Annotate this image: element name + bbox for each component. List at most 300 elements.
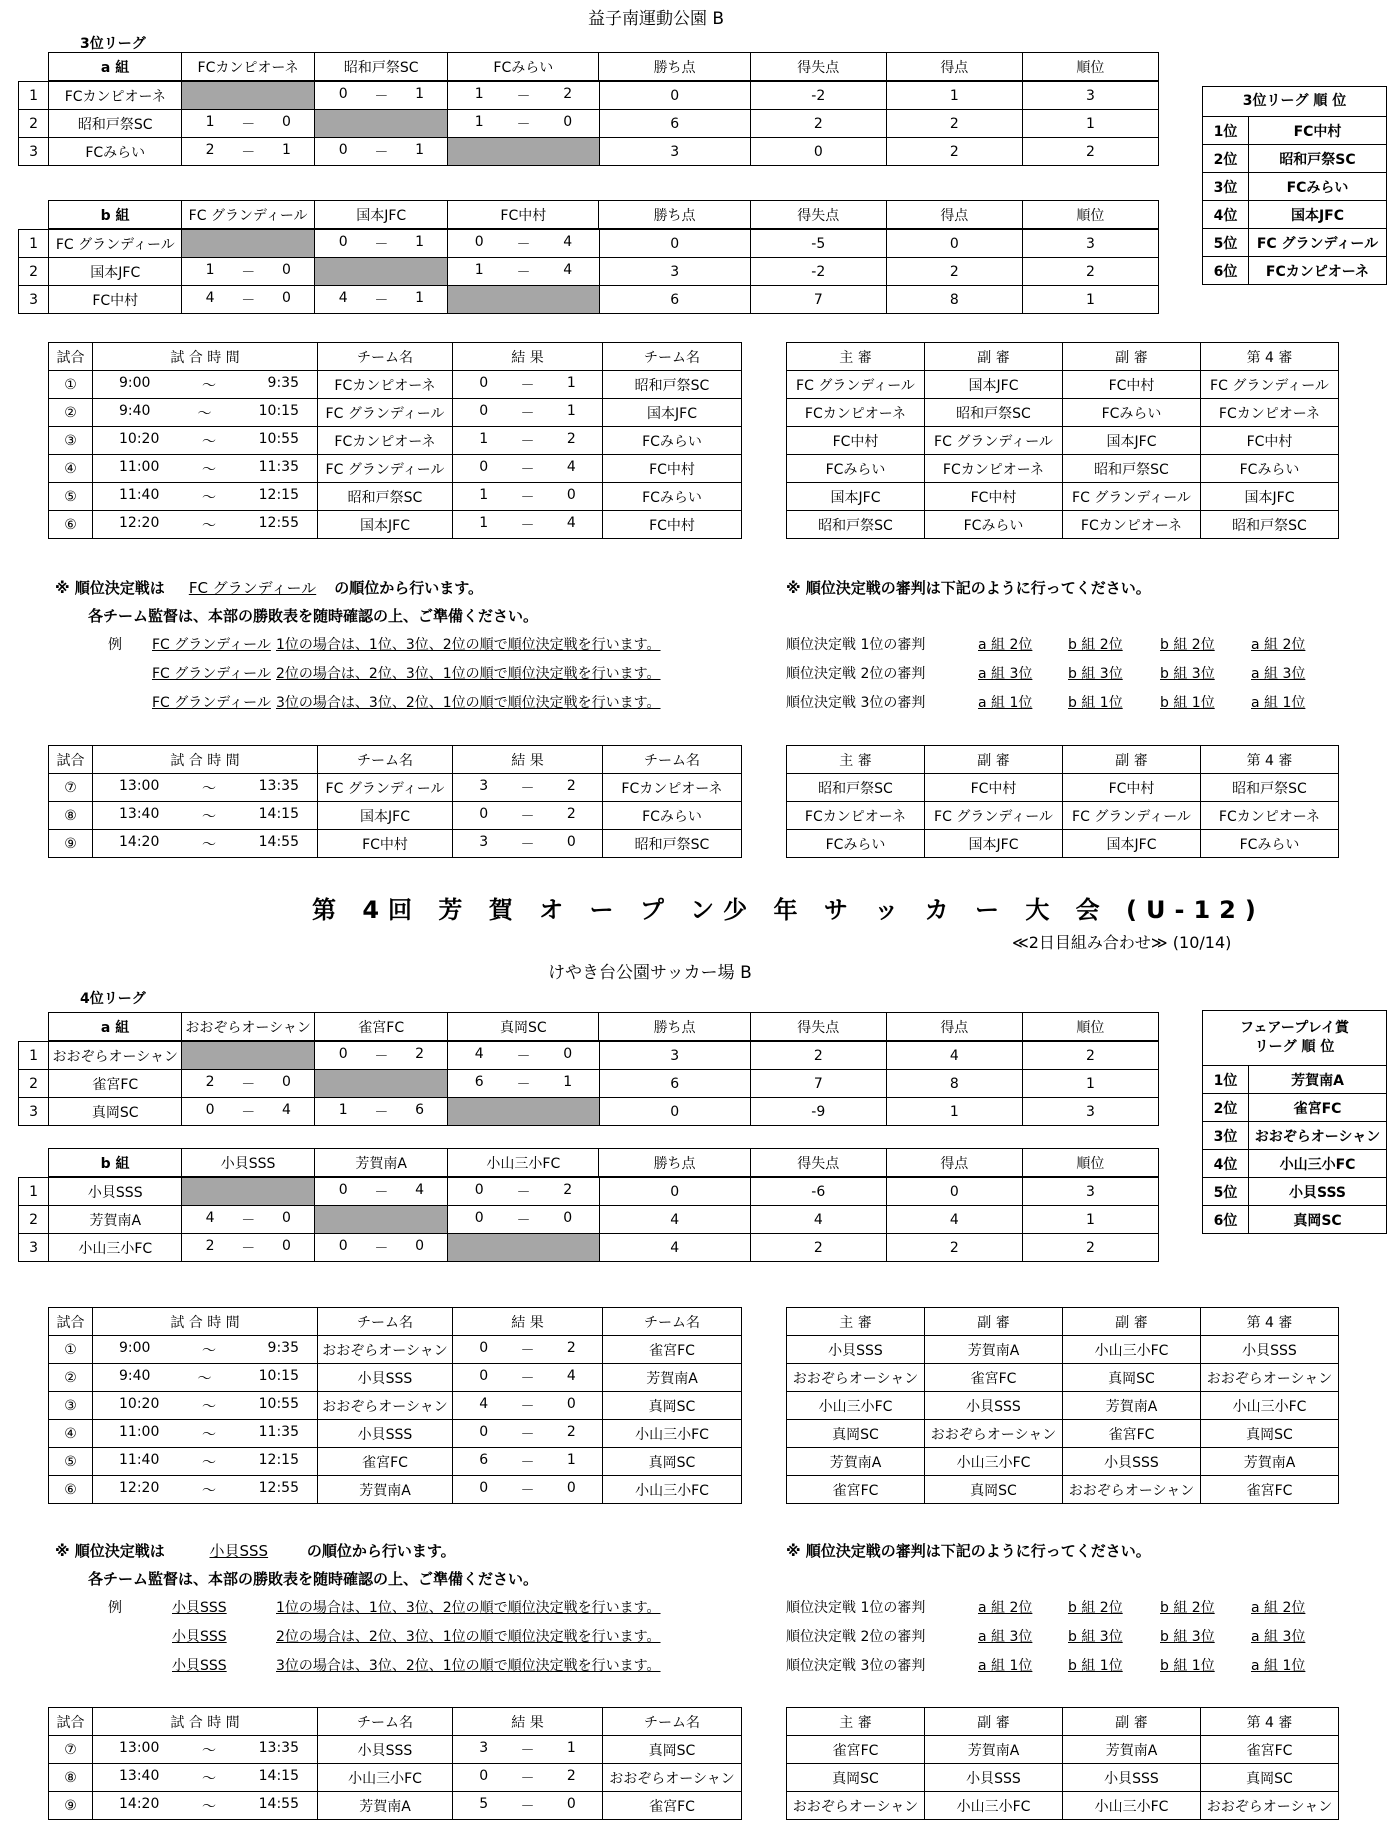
score-right: 4 xyxy=(282,1101,291,1118)
start-time: 11:40 xyxy=(119,1451,160,1468)
standings-team: 小貝SSS xyxy=(1249,1178,1387,1206)
end-time: 9:35 xyxy=(267,374,299,391)
score-dash: － xyxy=(520,1398,535,1415)
match-result xyxy=(453,371,603,399)
home-score: 4 xyxy=(479,1395,489,1412)
time-separator: ～ xyxy=(202,1454,216,1471)
example-team: 小貝SSS xyxy=(172,1600,227,1616)
match-number: ③ xyxy=(49,1392,93,1420)
header-cell: FC中村 xyxy=(448,201,599,229)
referee-cell: FC中村 xyxy=(1063,774,1201,802)
start-time: 9:40 xyxy=(119,1367,151,1384)
referee-rule-value: b 組 1位 xyxy=(1160,695,1215,711)
venue-title: 益子南運動公園 B xyxy=(588,9,725,29)
home-team: おおぞらオーシャン xyxy=(318,1336,453,1364)
referee-header-row xyxy=(787,1708,1339,1736)
score-cell xyxy=(315,1178,448,1206)
start-time: 9:00 xyxy=(119,374,151,391)
referee-cell: 国本JFC xyxy=(925,371,1063,399)
match-number: ② xyxy=(49,399,93,427)
home-score: 3 xyxy=(479,777,489,794)
referee-row xyxy=(787,1364,1339,1392)
schedule-header-cell: 結 果 xyxy=(453,343,603,371)
match-result xyxy=(453,1764,603,1792)
row-number: 3 xyxy=(19,1234,49,1262)
referee-rule-value: a 組 2位 xyxy=(978,1600,1033,1616)
referee-header-cell: 主 審 xyxy=(787,1308,925,1336)
start-time: 9:40 xyxy=(119,402,151,419)
schedule-header-cell: チーム名 xyxy=(603,1708,742,1736)
header-cell: 順位 xyxy=(1022,201,1158,229)
standings-title xyxy=(1203,1011,1387,1066)
schedule-header-row xyxy=(49,1308,742,1336)
home-team: 国本JFC xyxy=(318,802,453,830)
match-time xyxy=(93,1336,318,1364)
referee-rule-value: a 組 2位 xyxy=(1251,1600,1306,1616)
score-dash: － xyxy=(516,88,531,105)
score-cell xyxy=(448,230,599,258)
score-cell xyxy=(448,110,599,138)
referee-cell: FCみらい xyxy=(1063,399,1201,427)
match-row xyxy=(49,455,742,483)
schedule-header-cell: 結 果 xyxy=(453,1308,603,1336)
score-left: 4 xyxy=(338,289,348,306)
score-left: 0 xyxy=(338,233,348,250)
score-dash: － xyxy=(241,1076,256,1093)
points-cell: 3 xyxy=(599,1042,750,1070)
score-right: 0 xyxy=(282,289,291,306)
referee-cell: FCみらい xyxy=(1201,830,1339,858)
referee-rule-value: b 組 2位 xyxy=(1068,1600,1123,1616)
goal-diff-cell: -9 xyxy=(750,1098,886,1126)
standings-place: 6位 xyxy=(1203,1206,1249,1234)
match-row xyxy=(49,774,742,802)
score-cell xyxy=(182,110,315,138)
referee-cell: FCカンピオーネ xyxy=(1201,399,1339,427)
away-team: 雀宮FC xyxy=(603,1336,742,1364)
schedule-header-row xyxy=(49,1708,742,1736)
header-cell: b 組 xyxy=(49,201,182,229)
goals-cell: 0 xyxy=(886,230,1022,258)
referee-cell: 昭和戸祭SC xyxy=(787,511,925,539)
playoff-note xyxy=(55,1540,456,1561)
score-right: 4 xyxy=(415,1181,424,1198)
referee-cell: FCみらい xyxy=(1201,455,1339,483)
goals-cell: 8 xyxy=(886,286,1022,314)
referee-cell: FCカンピオーネ xyxy=(787,399,925,427)
referee-cell: 芳賀南A xyxy=(925,1736,1063,1764)
referee-rule-label: 順位決定戦 2位の審判 xyxy=(786,1629,926,1645)
header-cell: 勝ち点 xyxy=(599,1013,750,1041)
league-label: 3位リーグ xyxy=(80,36,146,52)
self-match-cell xyxy=(182,1178,315,1206)
example-team: FC グランディール xyxy=(152,695,271,711)
referee-cell: FC グランディール xyxy=(1201,371,1339,399)
league-header-row xyxy=(49,1149,1159,1177)
points-cell: 3 xyxy=(599,258,750,286)
league-header-row xyxy=(49,1013,1159,1041)
end-time: 12:55 xyxy=(258,1479,299,1496)
score-cell xyxy=(448,1178,599,1206)
referee-cell: 芳賀南A xyxy=(1201,1448,1339,1476)
score-cell xyxy=(182,138,315,166)
goal-diff-cell: 2 xyxy=(750,110,886,138)
score-right: 4 xyxy=(563,261,573,278)
referee-rule-value: b 組 3位 xyxy=(1160,1629,1215,1645)
header-cell: a 組 xyxy=(49,53,182,81)
goal-diff-cell: 0 xyxy=(750,138,886,166)
table-row xyxy=(19,1206,1159,1234)
start-time: 13:00 xyxy=(119,777,160,794)
match-result xyxy=(453,1392,603,1420)
standings-place: 5位 xyxy=(1203,229,1249,257)
score-cell xyxy=(315,1042,448,1070)
referee-cell: おおぞらオーシャン xyxy=(787,1364,925,1392)
score-left: 4 xyxy=(205,1209,215,1226)
time-separator: ～ xyxy=(202,1342,216,1359)
prepare-note: 各チーム監督は、本部の勝敗表を随時確認の上、ご準備ください。 xyxy=(88,1570,539,1588)
standings-row xyxy=(1203,1066,1387,1094)
self-match-cell xyxy=(315,258,448,286)
example-line: 2位の場合は、2位、3位、1位の順で順位決定戦を行います。 xyxy=(276,666,661,682)
away-team: 昭和戸祭SC xyxy=(603,371,742,399)
header-cell: 勝ち点 xyxy=(599,1149,750,1177)
match-row xyxy=(49,1392,742,1420)
header-cell: FC グランディール xyxy=(182,201,315,229)
match-number: ⑧ xyxy=(49,1764,93,1792)
referee-rule-value: b 組 3位 xyxy=(1068,1629,1123,1645)
header-cell: 順位 xyxy=(1022,53,1158,81)
example-team: FC グランディール xyxy=(152,666,271,682)
referee-row xyxy=(787,511,1339,539)
score-left: 4 xyxy=(474,1045,484,1062)
referee-header-row xyxy=(787,746,1339,774)
example-team: FC グランディール xyxy=(152,637,271,653)
home-team: 雀宮FC xyxy=(318,1448,453,1476)
referee-row xyxy=(787,1420,1339,1448)
referee-rule-value: a 組 3位 xyxy=(1251,1629,1306,1645)
match-row xyxy=(49,1336,742,1364)
referee-rule-value: a 組 3位 xyxy=(978,666,1033,682)
referee-cell: FC グランディール xyxy=(925,427,1063,455)
score-cell xyxy=(315,1234,448,1262)
match-result xyxy=(453,455,603,483)
home-team: FC グランディール xyxy=(318,455,453,483)
away-team: 小山三小FC xyxy=(603,1476,742,1504)
league-header-row xyxy=(49,53,1159,81)
points-cell: 4 xyxy=(599,1206,750,1234)
referee-header-cell: 副 審 xyxy=(1063,746,1201,774)
score-dash: － xyxy=(516,1184,531,1201)
match-number: ④ xyxy=(49,1420,93,1448)
standings-row xyxy=(1203,1206,1387,1234)
referee-cell: 国本JFC xyxy=(925,830,1063,858)
schedule-table xyxy=(48,745,742,858)
score-dash: － xyxy=(374,236,389,253)
match-row xyxy=(49,1364,742,1392)
match-result xyxy=(453,427,603,455)
match-row xyxy=(49,511,742,539)
referee-cell: 雀宮FC xyxy=(787,1736,925,1764)
row-number: 3 xyxy=(19,1098,49,1126)
standings-title-line: 3位リーグ 順 位 xyxy=(1242,93,1347,109)
header-cell: 小貝SSS xyxy=(182,1149,315,1177)
score-right: 1 xyxy=(415,289,424,306)
team-name: FC グランディール xyxy=(49,230,182,258)
note-prefix: ※ 順位決定戦は xyxy=(55,579,165,597)
referee-cell: おおぞらオーシャン xyxy=(1063,1476,1201,1504)
league-header xyxy=(48,200,1159,229)
match-result xyxy=(453,830,603,858)
time-separator: ～ xyxy=(202,780,216,797)
score-dash: － xyxy=(520,377,535,394)
standings-team: おおぞらオーシャン xyxy=(1249,1122,1387,1150)
referee-header-cell: 副 審 xyxy=(1063,343,1201,371)
table-row xyxy=(19,258,1159,286)
referee-cell: FC中村 xyxy=(925,483,1063,511)
table-row xyxy=(19,230,1159,258)
score-dash: － xyxy=(241,116,256,133)
goals-cell: 1 xyxy=(886,1098,1022,1126)
score-cell xyxy=(448,258,599,286)
away-score: 0 xyxy=(566,1479,576,1496)
home-score: 1 xyxy=(479,486,489,503)
match-row xyxy=(49,1764,742,1792)
score-left: 0 xyxy=(474,233,484,250)
match-number: ⑥ xyxy=(49,1476,93,1504)
schedule-header-cell: チーム名 xyxy=(318,1308,453,1336)
score-cell xyxy=(315,286,448,314)
match-number: ⑧ xyxy=(49,802,93,830)
standings-place: 4位 xyxy=(1203,1150,1249,1178)
referee-row xyxy=(787,1448,1339,1476)
referee-note: ※ 順位決定戦の審判は下記のように行ってください。 xyxy=(786,579,1151,597)
match-number: ⑥ xyxy=(49,511,93,539)
standings-table xyxy=(1202,86,1387,285)
match-result xyxy=(453,483,603,511)
header-cell: FCみらい xyxy=(448,53,599,81)
header-cell: 国本JFC xyxy=(315,201,448,229)
match-time xyxy=(93,455,318,483)
match-row xyxy=(49,830,742,858)
home-score: 0 xyxy=(479,1479,489,1496)
match-result xyxy=(453,774,603,802)
referee-rule-label: 順位決定戦 2位の審判 xyxy=(786,666,926,682)
home-team: 小貝SSS xyxy=(318,1420,453,1448)
match-number: ② xyxy=(49,1364,93,1392)
schedule-table xyxy=(48,1307,742,1504)
schedule-header-cell: チーム名 xyxy=(603,746,742,774)
row-number: 2 xyxy=(19,1206,49,1234)
start-time: 13:40 xyxy=(119,805,160,822)
team-name: FCカンピオーネ xyxy=(49,82,182,110)
match-result xyxy=(453,399,603,427)
home-team: FC中村 xyxy=(318,830,453,858)
score-left: 0 xyxy=(205,1101,215,1118)
referee-cell: おおぞらオーシャン xyxy=(925,1420,1063,1448)
referee-header-cell: 主 審 xyxy=(787,1708,925,1736)
standings-place: 1位 xyxy=(1203,117,1249,145)
schedule-table xyxy=(48,342,742,539)
away-score: 2 xyxy=(566,1423,576,1440)
referee-cell: FC グランディール xyxy=(1063,483,1201,511)
score-dash: － xyxy=(241,1240,256,1257)
score-right: 4 xyxy=(563,233,573,250)
rank-cell: 1 xyxy=(1022,286,1158,314)
score-cell xyxy=(448,82,599,110)
goals-cell: 0 xyxy=(886,1178,1022,1206)
referee-row xyxy=(787,1476,1339,1504)
goal-diff-cell: -6 xyxy=(750,1178,886,1206)
self-match-cell xyxy=(448,1234,599,1262)
standings-table xyxy=(1202,1010,1387,1234)
header-cell: 得点 xyxy=(886,53,1022,81)
home-team: 小貝SSS xyxy=(318,1364,453,1392)
score-left: 0 xyxy=(338,1181,348,1198)
schedule-header-cell: 試 合 時 間 xyxy=(93,343,318,371)
score-right: 1 xyxy=(415,141,424,158)
score-dash: － xyxy=(520,1454,535,1471)
team-name: 昭和戸祭SC xyxy=(49,110,182,138)
referee-rule-value: b 組 3位 xyxy=(1160,666,1215,682)
team-name: 芳賀南A xyxy=(49,1206,182,1234)
referee-cell: 雀宮FC xyxy=(1063,1420,1201,1448)
schedule-header-row xyxy=(49,343,742,371)
rank-cell: 3 xyxy=(1022,82,1158,110)
standings-place: 4位 xyxy=(1203,201,1249,229)
referee-header-cell: 副 審 xyxy=(925,1708,1063,1736)
score-dash: － xyxy=(520,1798,535,1815)
table-row xyxy=(19,1070,1159,1098)
end-time: 10:55 xyxy=(258,430,299,447)
score-right: 0 xyxy=(282,1237,291,1254)
rank-cell: 3 xyxy=(1022,230,1158,258)
standings-place: 6位 xyxy=(1203,257,1249,285)
match-result xyxy=(453,1476,603,1504)
score-dash: － xyxy=(520,405,535,422)
match-number: ① xyxy=(49,1336,93,1364)
example-line: 3位の場合は、3位、2位、1位の順で順位決定戦を行います。 xyxy=(276,1658,661,1674)
away-team: FCみらい xyxy=(603,483,742,511)
match-result xyxy=(453,1448,603,1476)
referee-rule-label: 順位決定戦 1位の審判 xyxy=(786,637,926,653)
score-right: 1 xyxy=(563,1073,573,1090)
away-score: 4 xyxy=(566,458,576,475)
goals-cell: 2 xyxy=(886,110,1022,138)
end-time: 12:15 xyxy=(258,486,299,503)
score-right: 1 xyxy=(415,233,424,250)
score-cell xyxy=(315,230,448,258)
standings-team: FC グランディール xyxy=(1249,229,1387,257)
self-match-cell xyxy=(315,1206,448,1234)
league-table xyxy=(18,81,1159,166)
referee-cell: 真岡SC xyxy=(1201,1420,1339,1448)
score-dash: － xyxy=(520,836,535,853)
home-team: FCカンピオーネ xyxy=(318,371,453,399)
referee-header-cell: 第 4 審 xyxy=(1201,343,1339,371)
header-cell: 小山三小FC xyxy=(448,1149,599,1177)
referee-cell: FCカンピオーネ xyxy=(1063,511,1201,539)
row-number: 2 xyxy=(19,110,49,138)
start-time: 12:20 xyxy=(119,514,160,531)
away-score: 2 xyxy=(566,805,576,822)
score-right: 0 xyxy=(415,1237,424,1254)
points-cell: 0 xyxy=(599,82,750,110)
table-row xyxy=(19,1234,1159,1262)
points-cell: 3 xyxy=(599,138,750,166)
league-label: 4位リーグ xyxy=(80,991,146,1007)
standings-team: FCみらい xyxy=(1249,173,1387,201)
score-left: 0 xyxy=(474,1209,484,1226)
table-row xyxy=(19,82,1159,110)
table-row xyxy=(19,1098,1159,1126)
self-match-cell xyxy=(448,138,599,166)
score-right: 2 xyxy=(563,1181,573,1198)
match-time xyxy=(93,371,318,399)
score-dash: － xyxy=(241,144,256,161)
rank-cell: 2 xyxy=(1022,138,1158,166)
referee-cell: FC グランディール xyxy=(925,802,1063,830)
score-right: 0 xyxy=(282,1073,291,1090)
referee-cell: 真岡SC xyxy=(787,1764,925,1792)
referee-cell: 雀宮FC xyxy=(1201,1476,1339,1504)
schedule-header-cell: 試合 xyxy=(49,343,93,371)
score-left: 1 xyxy=(205,261,215,278)
referee-header-cell: 副 審 xyxy=(925,1308,1063,1336)
schedule-header-cell: 試 合 時 間 xyxy=(93,746,318,774)
referee-cell: FC中村 xyxy=(1063,371,1201,399)
score-dash: － xyxy=(516,1048,531,1065)
match-time xyxy=(93,1448,318,1476)
end-time: 14:55 xyxy=(258,1795,299,1812)
score-dash: － xyxy=(520,1426,535,1443)
time-separator: ～ xyxy=(202,1398,216,1415)
score-right: 1 xyxy=(282,141,291,158)
team-name: 国本JFC xyxy=(49,258,182,286)
schedule-header-cell: 結 果 xyxy=(453,1708,603,1736)
referee-header-cell: 副 審 xyxy=(1063,1308,1201,1336)
away-team: FCみらい xyxy=(603,427,742,455)
standings-place: 5位 xyxy=(1203,1178,1249,1206)
home-team: 昭和戸祭SC xyxy=(318,483,453,511)
score-dash: － xyxy=(520,517,535,534)
tournament-title: 第 4回 芳 賀 オ ー プ ン少 年 サ ッ カ ー 大 会 (U-12) xyxy=(312,896,1265,924)
referee-rule-value: a 組 1位 xyxy=(1251,1658,1306,1674)
row-number: 1 xyxy=(19,1178,49,1206)
end-time: 13:35 xyxy=(258,777,299,794)
referee-table xyxy=(786,342,1339,539)
match-result xyxy=(453,1364,603,1392)
score-dash: － xyxy=(516,116,531,133)
referee-cell: 小貝SSS xyxy=(925,1764,1063,1792)
referee-header-cell: 第 4 審 xyxy=(1201,746,1339,774)
goal-diff-cell: -2 xyxy=(750,258,886,286)
example-team: 小貝SSS xyxy=(172,1629,227,1645)
schedule-header-cell: チーム名 xyxy=(318,1708,453,1736)
score-cell xyxy=(448,1070,599,1098)
start-time: 14:20 xyxy=(119,1795,160,1812)
match-row xyxy=(49,427,742,455)
time-separator: ～ xyxy=(202,433,216,450)
example-line: 1位の場合は、1位、3位、2位の順で順位決定戦を行います。 xyxy=(276,637,661,653)
home-score: 0 xyxy=(479,374,489,391)
header-cell: 勝ち点 xyxy=(599,53,750,81)
match-row xyxy=(49,1476,742,1504)
score-dash: － xyxy=(374,88,389,105)
score-dash: － xyxy=(374,1184,389,1201)
away-team: 雀宮FC xyxy=(603,1792,742,1820)
standings-row xyxy=(1203,1150,1387,1178)
